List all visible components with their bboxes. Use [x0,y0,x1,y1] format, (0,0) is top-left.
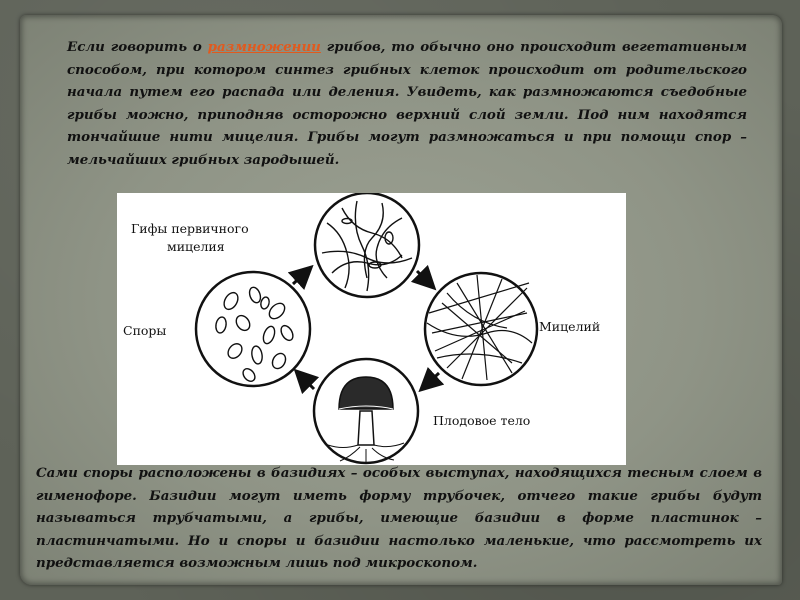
paragraph-reproduction [67,36,747,171]
arrow-hyphae-to-mycelium [417,271,430,284]
label-fruit-body: Плодовое тело [433,413,531,428]
arrow-mycelium-to-fruit [425,373,439,386]
label-hyphae-line1: Гифы первичного [131,221,249,236]
reproduction-link[interactable]: размножении [207,39,321,55]
label-mycelium: Мицелий [539,319,601,334]
paragraph1-before: Если говорить о [67,39,208,55]
fungus-life-cycle-figure [117,193,626,465]
label-hyphae-line2: мицелия [167,239,225,254]
label-spores: Споры [123,323,167,338]
spores-circle [196,272,310,386]
mycelium-circle [425,273,537,385]
paragraph-basidia: Сами споры расположены в базидиях – особых выступах, находящихся тесным слоем в гименофоре. Базидии могут иметь форму трубочек, отчего такие грибы будут называться трубчатыми, а грибы, имеющие базидии в форме пластинок – пластинчатыми. Но и споры и базидии настолько маленькие, что рассмотреть их представляется возможным лишь под микроскопом. [36,465,762,571]
paragraph1-after: грибов, то обычно оно происходит вегетативным способом, при котором синтез грибных клеток происходит от родительского начала путем его распада или деления. Увидеть, как размножаются съедобные грибы можно, приподняв осторожно верхний слой земли. Под ним находятся тончайшие нити мицелия. Грибы могут размножаться и при помощи спор – мельчайших грибных зародышей. [67,39,747,168]
arrow-fruit-to-spores [300,375,314,389]
primary-hyphae-circle [315,193,419,297]
fruit-body-circle [314,359,418,463]
arrow-spores-to-hyphae [293,271,307,284]
